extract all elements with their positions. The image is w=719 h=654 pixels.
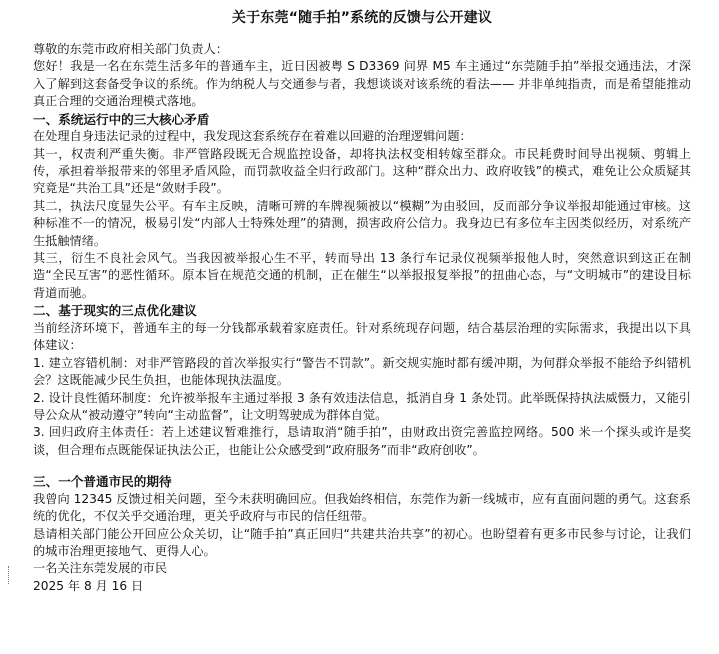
section-2-item-1: 1. 建立容错机制：对非严管路段的首次举报实行“警告不罚款”。新交规实施时都有缓冲期，为何群众举报不能给予纠错机会？这既能减少民生负担，也能体现执法温度。 [33,355,691,388]
signature: 一名关注东莞发展的市民 [33,561,168,576]
section-2-item-3: 3. 回归政府主体责任：若上述建议暂难推行，恳请取消“随手拍”，由财政出资完善监控网络。500 米一个探头或许是奖谈，但合理布点既能保证执法公正，也能让公众感受到“政府服务”而非“政府创收”。 [33,425,691,457]
text-cursor-marker [8,566,9,584]
section-2-lead: 当前经济环境下，普通车主的每一分钱都承载着家庭责任。针对系统现存问题，结合基层治理的实际需求，我提出以下具体建议： [33,320,691,353]
section-spacer [33,459,691,473]
intro-paragraph: 您好！我是一名在东莞生活多年的普通车主，近日因被粤 S D3369 问界 M5 车主通过“东莞随手拍”举报交通违法，才深入了解到这套备受争议的系统。作为纳税人与交通参与者，我想谈谈对该系统的看法—— 并非单纯指责，而是希望能推动真正合理的交通治理模式落地。 [33,59,691,109]
salutation: 尊敬的东莞市政府相关部门负责人： [33,42,228,56]
section-1-lead: 在处理自身违法记录的过程中，我发现这套系统存在着难以回避的治理逻辑问题： [33,129,472,144]
section-2-heading: 二、基于现实的三点优化建议 [33,303,197,319]
section-1-heading: 一、系统运行中的三大核心矛盾 [33,111,210,127]
section-1-item-2: 其二，执法尺度显失公平。有车主反映，清晰可辨的车牌视频被以“模糊”为由驳回，反而部分争议举报却能通过审核。这种标准不一的情况，极易引发“内部人士特殊处理”的猜测，损害政府公信力。我身边已有多位车主因类似经历，对系统产生抵触情绪。 [33,198,691,248]
section-3-heading: 三、一个普通市民的期待 [33,474,172,490]
section-1-item-3: 其三，衍生不良社会风气。当我因被举报心生不平，转而导出 13 条行车记录仪视频举报他人时，突然意识到这正在制造“全民互害”的恶性循环。原本旨在规范交通的机制，正在催生“以举报报复举报”的扭曲心态，与“文明城市”的建设目标背道而驰。 [33,251,691,300]
section-2-item-2: 2. 设计良性循环制度：允许被举报车主通过举报 3 条有效违法信息，抵消自身 1 条处罚。此举既保持执法威慑力，又能引导公众从“被动遵守”转向“主动监督”，让文明驾驶成为群体自觉。 [33,390,691,422]
section-1-item-1: 其一，权责利严重失衡。非严管路段既无合规监控设备，却将执法权变相转嫁至群众。市民耗费时间导出视频、剪辑上传，承担着举报带来的邻里矛盾风险，而罚款收益全归行政部门。这种“群众出力、政府收钱”的模式，难免让公众质疑其究竟是“共治工具”还是“敛财手段”。 [33,146,691,196]
section-3-item-2: 恳请相关部门能公开回应公众关切，让“随手拍”真正回归“共建共治共享”的初心。也盼望着有更多市民参与讨论，让我们的城市治理更接地气、更得人心。 [33,526,691,558]
section-3-item-1: 我曾向 12345 反馈过相关问题，至今未获明确回应。但我始终相信，东莞作为新一线城市，应有直面问题的勇气。这套系统的优化，不仅关乎交通治理，更关乎政府与市民的信任纽带。 [33,491,691,524]
document-title: 关于东莞“随手拍”系统的反馈与公开建议 [231,10,493,26]
date: 2025 年 8 月 16 日 [33,578,144,593]
